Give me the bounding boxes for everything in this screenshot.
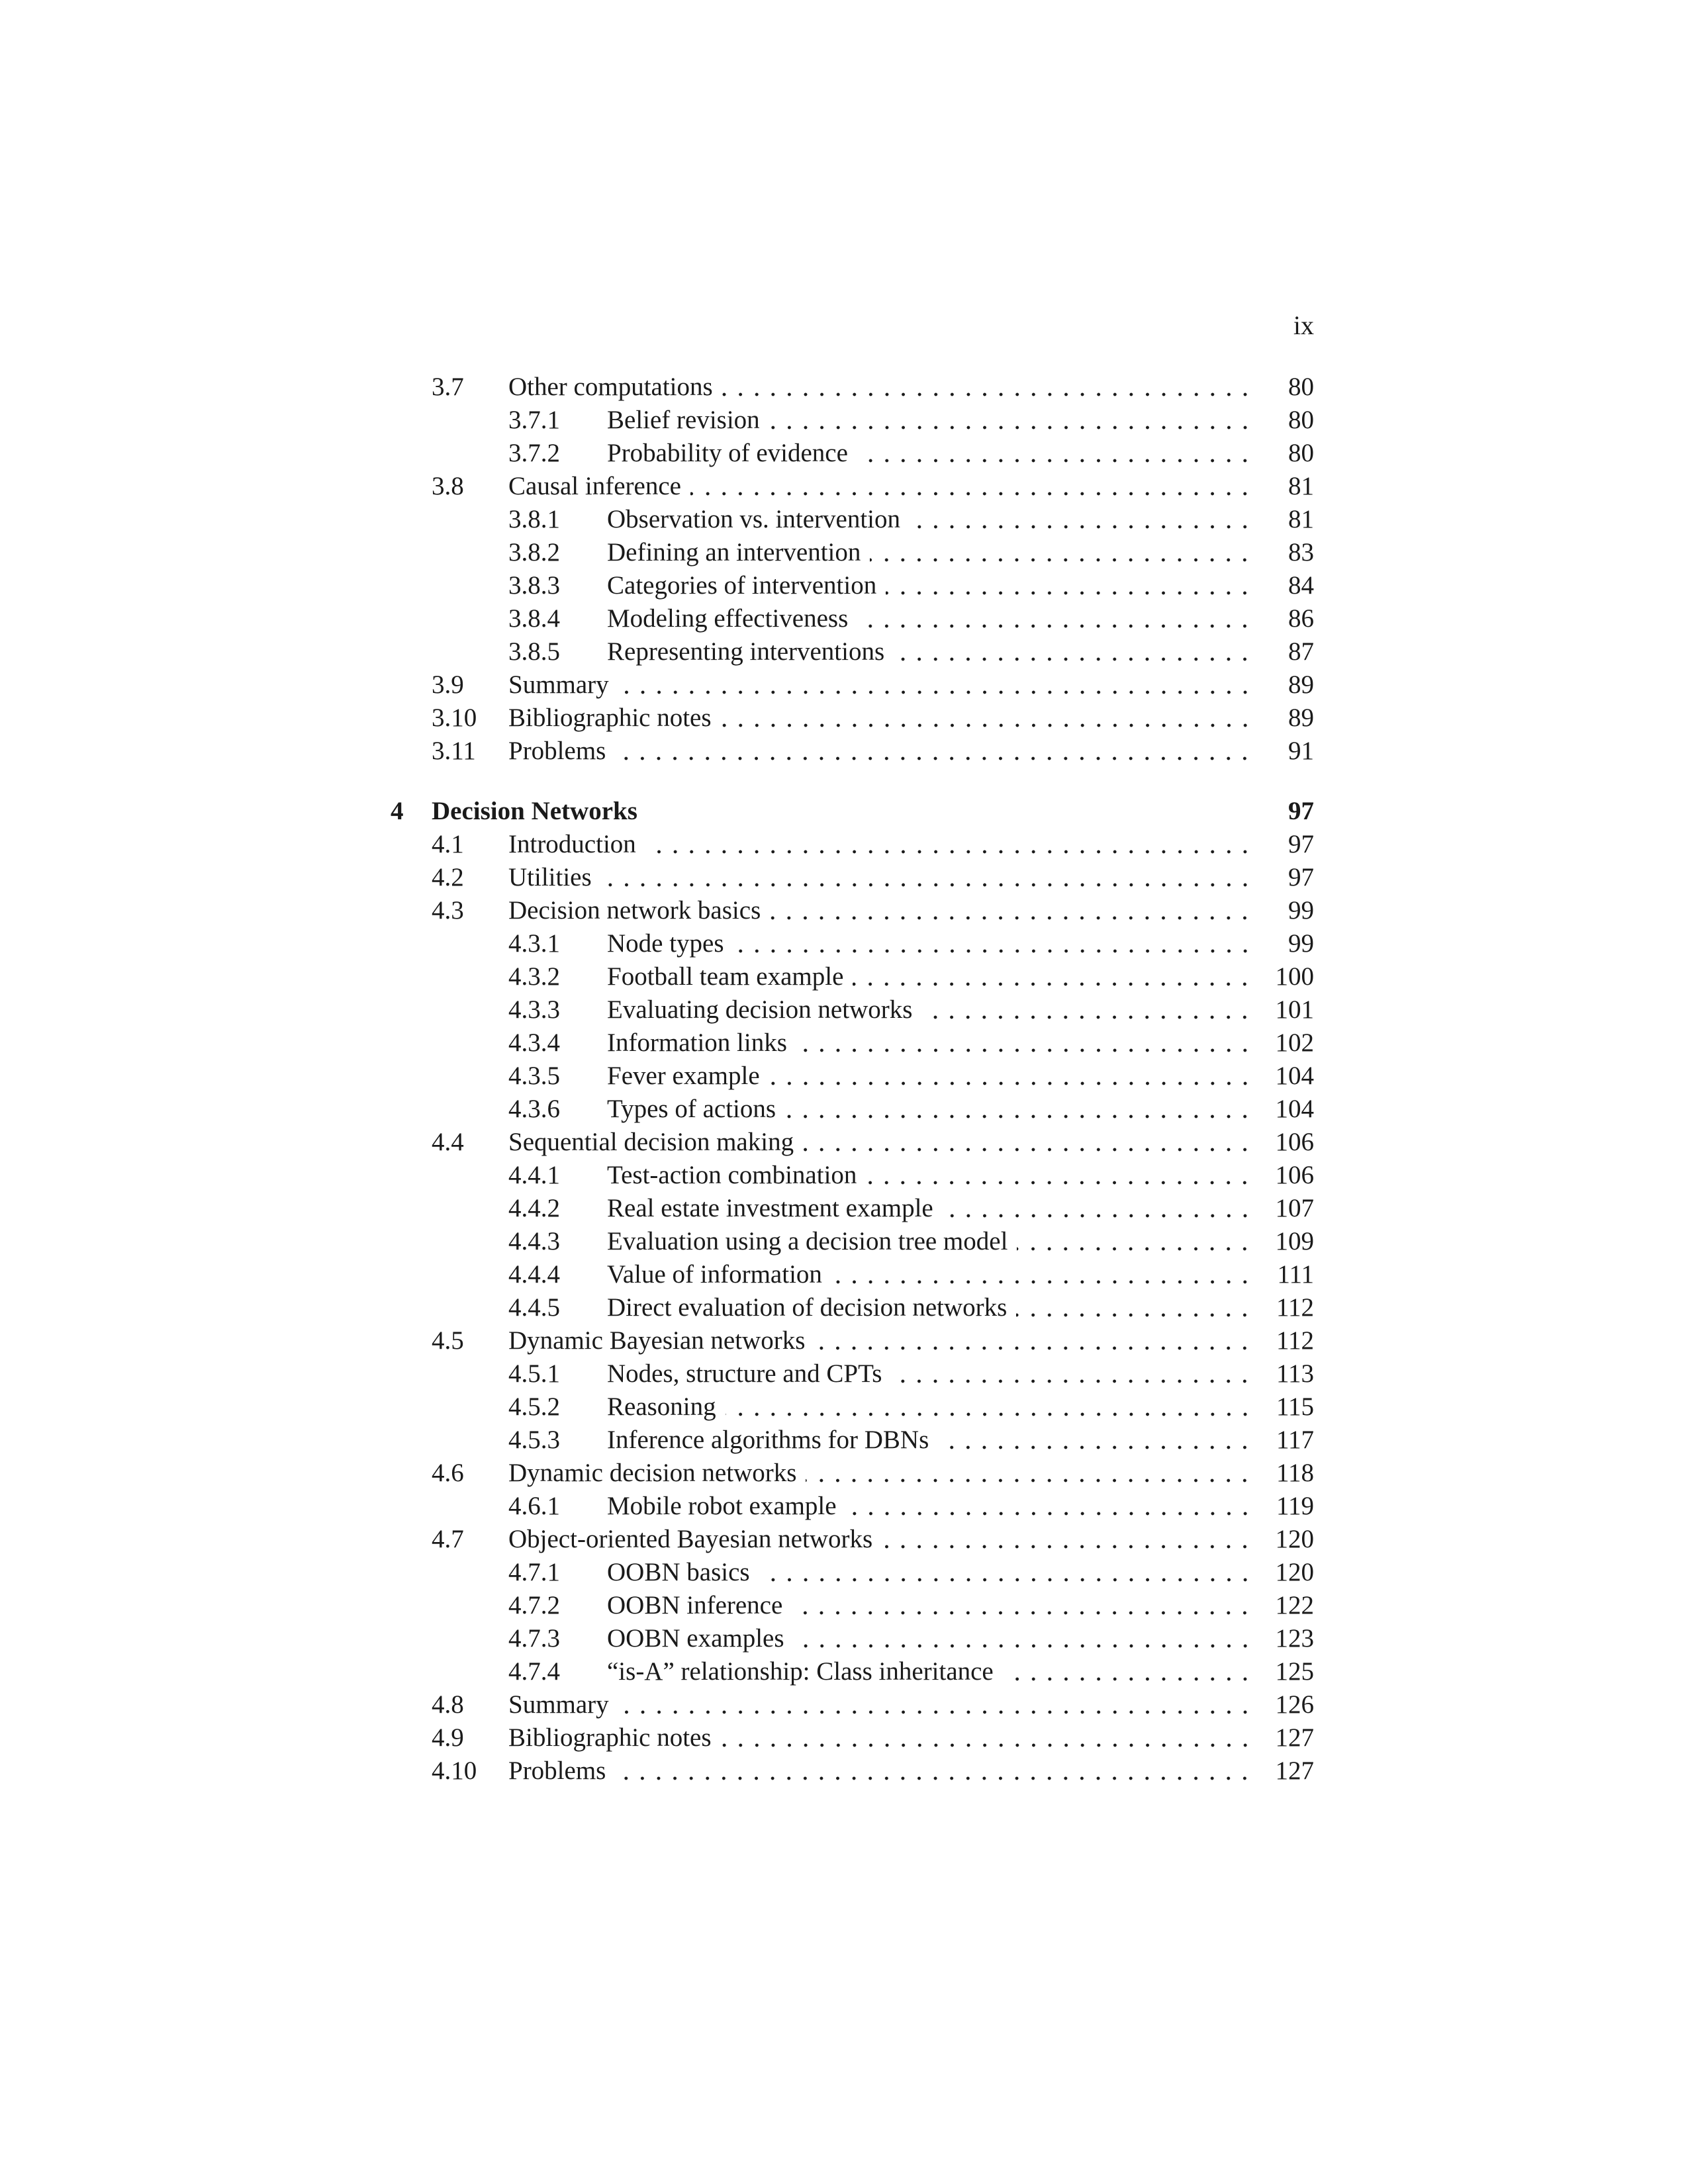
toc-entry-subsection[interactable] (391, 1225, 1314, 1258)
toc-entry-page: 117 (1276, 1426, 1314, 1454)
toc-entry-number: 4.5.2 (508, 1392, 560, 1421)
toc-entry-title: Representing interventions (607, 637, 885, 666)
page-number: ix (1293, 310, 1314, 340)
toc-entry-title: Mobile robot example (607, 1492, 837, 1520)
toc-entry-number: 3.8.1 (508, 505, 560, 533)
toc-entry-page: 84 (1288, 571, 1314, 600)
toc-entry-section[interactable] (391, 470, 1314, 503)
toc-entry-number: 4.5 (432, 1326, 464, 1355)
toc-entry-page: 81 (1288, 472, 1314, 500)
dot-leader (792, 1589, 1253, 1622)
toc-entry-number: 3.7 (432, 373, 464, 401)
dot-leader (722, 371, 1253, 404)
dot-leader (1016, 1291, 1253, 1324)
toc-entry-title: Direct evaluation of decision networks (607, 1293, 1008, 1322)
toc-entry-subsection[interactable] (391, 927, 1314, 960)
toc-entry-page: 118 (1276, 1459, 1314, 1487)
dot-leader (866, 1159, 1253, 1192)
toc-entry-page: 127 (1275, 1723, 1314, 1752)
toc-entry-title: Dynamic Bayesian networks (508, 1326, 806, 1355)
toc-entry-subsection[interactable] (391, 1622, 1314, 1655)
dot-leader (796, 1026, 1253, 1060)
dot-leader (770, 894, 1253, 927)
toc-entry-number: 4.2 (432, 863, 464, 891)
toc-entry-page: 104 (1275, 1062, 1314, 1090)
toc-entry-subsection[interactable] (391, 1490, 1314, 1523)
dot-leader (806, 1457, 1253, 1490)
dot-leader (726, 1390, 1253, 1424)
toc-entry-title: Probability of evidence (607, 439, 848, 467)
toc-entry-page: 99 (1288, 896, 1314, 925)
toc-entry-number: 4.6 (432, 1459, 464, 1487)
toc-entry-title: Other computations (508, 373, 713, 401)
toc-entry-page: 106 (1275, 1161, 1314, 1189)
toc-entry-number: 3.8.2 (508, 538, 560, 567)
toc-entry-page: 97 (1288, 830, 1314, 858)
toc-entry-section[interactable] (391, 1754, 1314, 1788)
toc-entry-number: 4.7 (432, 1525, 464, 1553)
toc-entry-page: 122 (1275, 1591, 1314, 1619)
dot-leader (814, 1324, 1253, 1357)
toc-entry-page: 111 (1277, 1260, 1314, 1289)
dot-leader (785, 1093, 1253, 1126)
toc-entry-subsection[interactable] (391, 993, 1314, 1026)
toc-entry-number: 4.4 (432, 1128, 464, 1156)
dot-leader (645, 828, 1253, 861)
dot-leader (870, 536, 1253, 569)
toc-entry-page: 97 (1288, 797, 1314, 825)
toc-entry-title: Utilities (508, 863, 592, 891)
toc-entry-title: “is-A” relationship: Class inheritance (607, 1657, 994, 1686)
toc-entry-page: 101 (1275, 995, 1314, 1024)
toc-entry-number: 4.3.1 (508, 929, 560, 958)
toc-entry-number: 4.6.1 (508, 1492, 560, 1520)
toc-entry-subsection[interactable] (391, 1357, 1314, 1390)
toc-entry-title: Nodes, structure and CPTs (607, 1359, 882, 1388)
toc-entry-title: Modeling effectiveness (607, 604, 849, 633)
toc-entry-subsection[interactable] (391, 437, 1314, 470)
toc-entry-title: Real estate investment example (607, 1194, 933, 1222)
dot-leader (943, 1192, 1253, 1225)
toc-entry-subsection[interactable] (391, 602, 1314, 635)
toc-entry-title: Problems (508, 1756, 606, 1785)
toc-entry-number: 3.8.5 (508, 637, 560, 666)
toc-entry-page: 113 (1276, 1359, 1314, 1388)
toc-entry-page: 89 (1288, 704, 1314, 732)
toc-entry-title: OOBN basics (607, 1558, 750, 1586)
dot-leader (803, 1126, 1253, 1159)
toc-entry-subsection[interactable] (391, 1159, 1314, 1192)
toc-entry-page: 104 (1275, 1095, 1314, 1123)
toc-entry-title: Evaluating decision networks (607, 995, 913, 1024)
dot-leader (857, 602, 1253, 635)
dot-leader (618, 668, 1253, 702)
toc-entry-title: Bibliographic notes (508, 704, 712, 732)
dot-leader (910, 503, 1253, 536)
toc-entry-title: Test-action combination (607, 1161, 857, 1189)
toc-entry-page: 107 (1275, 1194, 1314, 1222)
toc-entry-number: 4.4.2 (508, 1194, 560, 1222)
toc-entry-section[interactable] (391, 702, 1314, 735)
toc-entry-title: Football team example (607, 962, 844, 991)
dot-leader (853, 960, 1253, 993)
toc-entry-subsection[interactable] (391, 536, 1314, 569)
toc-entry-subsection[interactable] (391, 1192, 1314, 1225)
toc-entry-page: 87 (1288, 637, 1314, 666)
toc-entry-subsection[interactable] (391, 1556, 1314, 1589)
toc-entry-number: 4.9 (432, 1723, 464, 1752)
toc-entry-page: 106 (1275, 1128, 1314, 1156)
toc-entry-title: Evaluation using a decision tree model (607, 1227, 1008, 1255)
toc-entry-number: 4.1 (432, 830, 464, 858)
toc-entry-subsection[interactable] (391, 1258, 1314, 1291)
toc-entry-page: 100 (1275, 962, 1314, 991)
dot-leader (857, 437, 1253, 470)
dot-leader (601, 861, 1253, 894)
toc-entry-title: Types of actions (607, 1095, 776, 1123)
toc-entry-page: 80 (1288, 439, 1314, 467)
toc-entry-title: Summary (508, 670, 609, 699)
toc-entry-number: 4.7.3 (508, 1624, 560, 1653)
toc-entry-section[interactable] (391, 828, 1314, 861)
toc-entry-page: 97 (1288, 863, 1314, 891)
toc-entry-section[interactable] (391, 371, 1314, 404)
dot-leader (759, 1556, 1253, 1589)
toc-entry-page: 91 (1288, 737, 1314, 765)
toc-entry-section[interactable] (391, 1523, 1314, 1556)
toc-entry-number: 4.3.2 (508, 962, 560, 991)
dot-leader (891, 1357, 1253, 1390)
toc-entry-title: Problems (508, 737, 606, 765)
dot-leader (769, 1060, 1253, 1093)
dot-leader (1003, 1655, 1253, 1688)
toc-entry-subsection[interactable] (391, 1424, 1314, 1457)
toc-entry-page: 115 (1276, 1392, 1314, 1421)
toc-entry-title: Summary (508, 1690, 609, 1719)
toc-entry-title: Object-oriented Bayesian networks (508, 1525, 873, 1553)
dot-leader (769, 404, 1253, 437)
toc-entry-subsection[interactable] (391, 1291, 1314, 1324)
toc-entry-number: 4.4.3 (508, 1227, 560, 1255)
toc-entry-subsection[interactable] (391, 1655, 1314, 1688)
toc-entry-subsection[interactable] (391, 569, 1314, 602)
toc-entry-title: Reasoning (607, 1392, 716, 1421)
toc-entry-page: 127 (1275, 1756, 1314, 1785)
toc-entry-number: 4.3.5 (508, 1062, 560, 1090)
dot-leader (615, 735, 1253, 768)
toc-entry-page: 120 (1275, 1525, 1314, 1553)
toc-entry-title: Sequential decision making (508, 1128, 794, 1156)
toc-entry-section[interactable] (391, 1126, 1314, 1159)
toc-entry-section[interactable] (391, 735, 1314, 768)
toc-entry-number: 4.7.1 (508, 1558, 560, 1586)
toc-entry-number: 4.3.4 (508, 1028, 560, 1057)
toc-entry-section[interactable] (391, 1324, 1314, 1357)
dot-leader (886, 569, 1253, 602)
toc-entry-title: Belief revision (607, 406, 760, 434)
toc-entry-subsection[interactable] (391, 404, 1314, 437)
toc-entry-number: 4.3.3 (508, 995, 560, 1024)
dot-leader (690, 470, 1253, 503)
dot-leader (794, 1622, 1253, 1655)
toc-entry-title: Fever example (607, 1062, 760, 1090)
toc-entry-title: Node types (607, 929, 724, 958)
toc-entry-title: Defining an intervention (607, 538, 861, 567)
toc-entry-page: 80 (1288, 406, 1314, 434)
dot-leader (615, 1754, 1253, 1788)
toc-entry-number: 4.3.6 (508, 1095, 560, 1123)
dot-leader (721, 1721, 1253, 1754)
toc-entry-title: Dynamic decision networks (508, 1459, 797, 1487)
toc-entry-number: 4.8 (432, 1690, 464, 1719)
toc-entry-section[interactable] (391, 1688, 1314, 1721)
toc-entry-subsection[interactable] (391, 635, 1314, 668)
toc-entry-title: OOBN examples (607, 1624, 784, 1653)
toc-entry-subsection[interactable] (391, 1093, 1314, 1126)
toc-entry-page: 81 (1288, 505, 1314, 533)
toc-entry-page: 83 (1288, 538, 1314, 567)
dot-leader (846, 1490, 1253, 1523)
toc-entry-number: 4.3 (432, 896, 464, 925)
toc-entry-page: 112 (1276, 1326, 1314, 1355)
toc-entry-number: 4.4.4 (508, 1260, 560, 1289)
toc-entry-title: Categories of intervention (607, 571, 877, 600)
toc-entry-title: Decision Networks (432, 797, 637, 825)
toc-entry-number: 3.10 (432, 704, 477, 732)
dot-leader (831, 1258, 1253, 1291)
toc-entry-section[interactable] (391, 894, 1314, 927)
toc-entry-page: 123 (1275, 1624, 1314, 1653)
toc-entry-number: 4.7.4 (508, 1657, 560, 1686)
toc-entry-number: 3.9 (432, 670, 464, 699)
toc-entry-number: 4.5.1 (508, 1359, 560, 1388)
dot-leader (618, 1688, 1253, 1721)
toc-entry-page: 80 (1288, 373, 1314, 401)
toc-entry-number: 3.7.2 (508, 439, 560, 467)
toc-entry-number: 4.5.3 (508, 1426, 560, 1454)
dot-leader (894, 635, 1253, 668)
toc-entry-title: Inference algorithms for DBNs (607, 1426, 929, 1454)
toc-entry-number: 3.8.4 (508, 604, 560, 633)
dot-leader (721, 702, 1253, 735)
toc-entry-title: Bibliographic notes (508, 1723, 712, 1752)
toc-entry-title: Observation vs. intervention (607, 505, 900, 533)
toc-entry-page: 99 (1288, 929, 1314, 958)
toc-entry-page: 120 (1275, 1558, 1314, 1586)
toc-entry-subsection[interactable] (391, 1390, 1314, 1424)
toc-entry-title: Decision network basics (508, 896, 761, 925)
toc-entry-chapter[interactable] (391, 795, 1314, 828)
toc-entry-title: Value of information (607, 1260, 822, 1289)
toc-entry-number: 3.8 (432, 472, 464, 500)
toc-entry-number: 4.4.1 (508, 1161, 560, 1189)
toc-entry-section[interactable] (391, 668, 1314, 702)
toc-entry-page: 109 (1275, 1227, 1314, 1255)
dot-leader (938, 1424, 1253, 1457)
table-of-contents (391, 371, 1314, 1788)
toc-entry-page: 125 (1275, 1657, 1314, 1686)
dot-leader (921, 993, 1253, 1026)
toc-entry-subsection[interactable] (391, 503, 1314, 536)
toc-entry-title: Introduction (508, 830, 636, 858)
toc-entry-subsection[interactable] (391, 1589, 1314, 1622)
toc-entry-title: Causal inference (508, 472, 681, 500)
toc-entry-section[interactable] (391, 1721, 1314, 1754)
toc-entry-page: 119 (1276, 1492, 1314, 1520)
toc-entry-number: 3.11 (432, 737, 476, 765)
dot-leader (733, 927, 1253, 960)
toc-entry-section[interactable] (391, 1457, 1314, 1490)
toc-entry-page: 112 (1276, 1293, 1314, 1322)
toc-entry-section[interactable] (391, 861, 1314, 894)
toc-entry-page: 102 (1275, 1028, 1314, 1057)
dot-leader (1017, 1225, 1253, 1258)
toc-entry-page: 89 (1288, 670, 1314, 699)
toc-entry-number: 3.8.3 (508, 571, 560, 600)
toc-entry-subsection[interactable] (391, 1060, 1314, 1093)
toc-entry-number: 4 (391, 797, 404, 825)
dot-leader (882, 1523, 1253, 1556)
toc-entry-subsection[interactable] (391, 960, 1314, 993)
toc-entry-page: 86 (1288, 604, 1314, 633)
toc-entry-number: 3.7.1 (508, 406, 560, 434)
toc-entry-number: 4.4.5 (508, 1293, 560, 1322)
toc-entry-number: 4.10 (432, 1756, 477, 1785)
toc-entry-number: 4.7.2 (508, 1591, 560, 1619)
toc-entry-title: OOBN inference (607, 1591, 783, 1619)
toc-entry-title: Information links (607, 1028, 787, 1057)
toc-entry-page: 126 (1275, 1690, 1314, 1719)
toc-entry-subsection[interactable] (391, 1026, 1314, 1060)
